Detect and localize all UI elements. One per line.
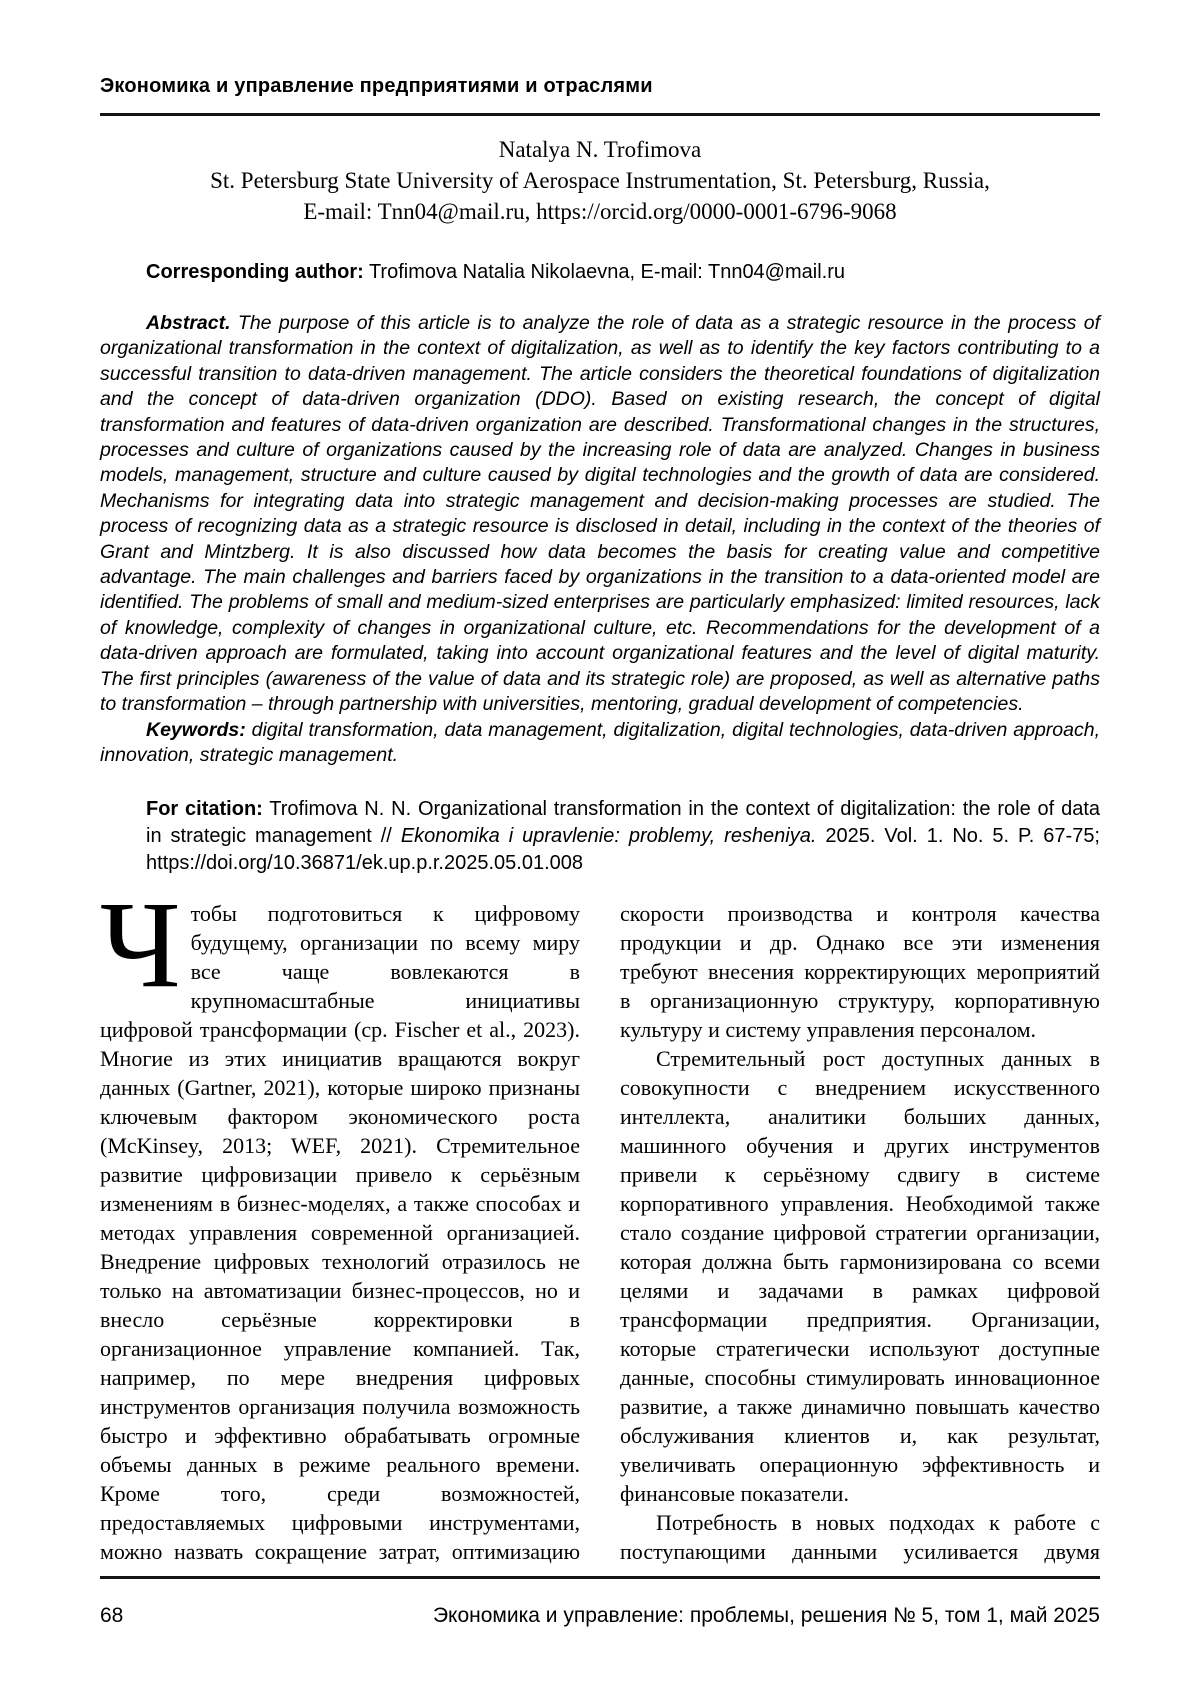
- keywords-label: Keywords:: [146, 718, 246, 741]
- page-number: 68: [100, 1604, 124, 1627]
- journal-footer-line: Экономика и управление: проблемы, решения № 5, том 1, май 2025: [432, 1604, 1100, 1627]
- footer-rule: [100, 1576, 1100, 1579]
- page-footer: [100, 1576, 1100, 1629]
- citation-block: [146, 796, 1100, 877]
- citation-label: For citation:: [146, 798, 263, 821]
- abstract-text: The purpose of this article is to analyze the role of data as a strategic resource in the process of organizational transformation in the context of digitalization, as well as to identify the key factors contributing to a successful transition to data-driven management. The article considers the theoretical foundations of digitalization and the concept of data-driven organization (DDO). Based on existing research, the concept of digital transformation and features of data-driven organization are described. Transformational changes in the structures, processes and culture of organizations caused by the increasing role of data are analyzed. Changes in business models, management, structure and culture caused by digital technologies and the growth of data are considered. Mechanisms for integrating data into strategic management and decision-making processes are studied. The process of recognizing data as a strategic resource is disclosed in detail, including in the context of the theories of Grant and Mintzberg. It is also discussed how data becomes the basis for creating value and competitive advantage. The main challenges and barriers faced by organizations in the transition to a data-oriented model are identified. The problems of small and medium-sized enterprises are particularly emphasized: limited resources, lack of knowledge, complexity of changes in organizational culture, etc. Recommendations for the development of a data-driven approach are formulated, taking into account organizational features and the level of digital maturity. The first principles (awareness of the value of data and its strategic role) are proposed, as well as alternative paths to transformation – through partnership with universities, mentoring, gradual development of competencies.: [100, 312, 1100, 716]
- body-paragraph: Стремительный рост доступных данных в совокупности с внедрением искусственного интеллекта, аналитики больших данных, машинного обучения и других инструментов привели к серьёзному сдвигу в системе корпоративного управления. Необходимой также стало создание цифровой стратегии организации, которая должна быть гармонизирована со всеми целями и задачами в рамках цифровой трансформации предприятия. Организации, которые стратегически используют доступные данные, способны стимулировать инновационное развитие, а также динамично повышать качество обслуживания клиентов и, как результат, увеличивать операционную эффективность и финансовые показатели.: [620, 1046, 1100, 1507]
- corresponding-author-label: Corresponding author:: [146, 261, 364, 283]
- abstract-label: Abstract.: [146, 312, 231, 334]
- citation-tail: 2025. Vol. 1. No. 5. P. 67-75; https://doi.org/10.36871/ek.up.p.r.2025.05.01.008: [146, 825, 1100, 875]
- running-head: Экономика и управление предприятиями и отраслями: [100, 75, 653, 97]
- body-paragraph: Потребность в новых подходах к работе с поступающими данными усиливается двумя: [620, 1510, 1100, 1565]
- author-name: Natalya N. Trofimova: [498, 137, 702, 162]
- body-text: тобы подготовиться к цифровому будущему, организации по всему миру все чаще вовлекаются в крупномасштабные инициативы цифровой трансформации (ср. Fischer et al., 2023). Многие из этих инициатив вращаются вокруг данных (Gartner, 2021), которые широко признаны ключевым фактором экономического роста (McKinsey, 2013; WEF, 2021). Стремительное развитие цифровизации привело к серьёзным изменениям в бизнес-моделях, а также способах и методах управления современной организацией. Внедрение цифровых технологий отразилось не только на автоматизации бизнес-процессов, но и внесло серьёзные корректировки в организационное управление компанией. Так, например, по мере внедрения цифровых инструментов организация получила возможность быстро и эффективно обрабатывать огромные объемы данных в режиме реального времени. Кроме того, среди возможностей, предоставляемых цифровыми инструментами, можно назвать сокращение затрат, оптимизацию: [100, 901, 580, 1565]
- article-body: [100, 899, 1100, 1565]
- keywords-text: digital transformation, data management, digitalization, digital technologies, data-driven approach, innovation, strategic management.: [100, 718, 1100, 766]
- corresponding-author-text: Trofimova Natalia Nikolaevna, E-mail: Tnn04@mail.ru: [363, 261, 845, 283]
- corresponding-author-line: [100, 259, 1100, 285]
- body-paragraph: [100, 899, 580, 1565]
- abstract-block: [100, 311, 1100, 768]
- author-block: [100, 134, 1100, 227]
- right-column: [620, 899, 1100, 1565]
- drop-cap: Ч: [100, 899, 181, 1014]
- author-contact: E-mail: Tnn04@mail.ru, https://orcid.org/0000-0001-6796-9068: [303, 199, 897, 224]
- left-column: [100, 899, 580, 1565]
- abstract-paragraph: [100, 311, 1100, 718]
- citation-text: Trofimova N. N. Organizational transformation in the context of digitalization: the role of data in strategic management //: [146, 798, 1100, 848]
- citation-journal-title: Ekonomika i upravlenie: problemy, resheniya.: [400, 825, 817, 848]
- keywords-paragraph: [100, 718, 1100, 769]
- header-rule: [100, 113, 1100, 116]
- author-affiliation: St. Petersburg State University of Aerospace Instrumentation, St. Petersburg, Russia,: [210, 168, 990, 193]
- body-paragraph: скорости производства и контроля качества продукции и др. Однако все эти изменения требуют внесения корректирующих мероприятий в организационную структуру, корпоративную культуру и систему управления персоналом.: [620, 901, 1100, 1043]
